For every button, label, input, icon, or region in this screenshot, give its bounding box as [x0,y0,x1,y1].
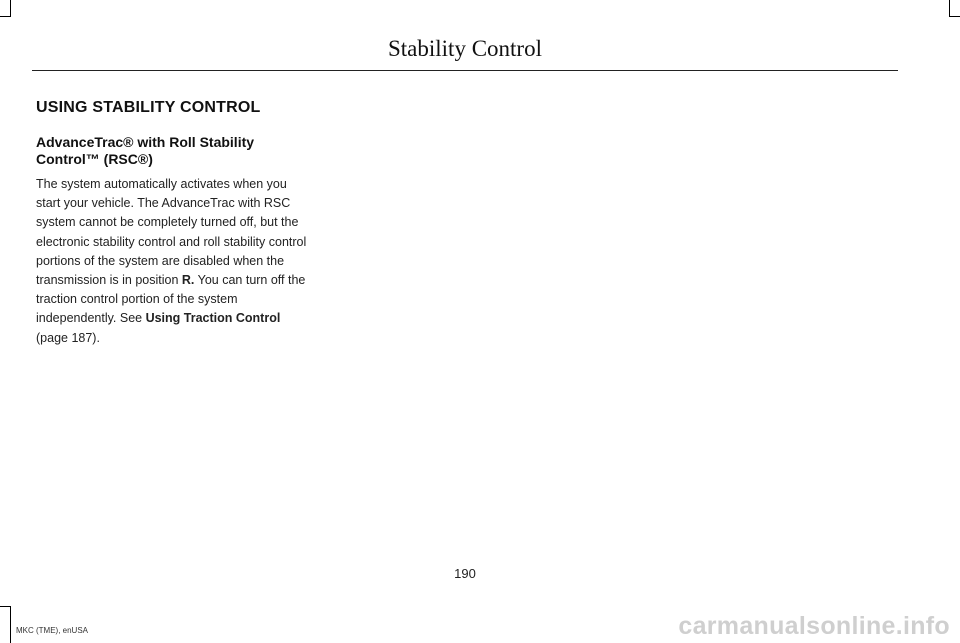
page-reference: (page 187). [36,330,100,345]
crop-mark-top-left-horizontal [0,16,11,17]
cross-reference-link[interactable]: Using Traction Control [145,311,281,326]
subsection-heading: AdvanceTrac® with Roll Stability Control™ (RSC®) [36,134,255,167]
body-text-part-1: The system automatically activates when you start your vehicle. The AdvanceTrac with RSC system cannot be completely turned off, but the electronic stability control and roll stability control portions of the system are disabled when the transmission is in position [36,177,307,288]
page-header-title: Stability Control [388,36,542,61]
crop-mark-top-right-horizontal [949,16,960,17]
watermark: carmanualsonline.info [678,612,950,640]
page-number: 190 [454,566,476,581]
header-divider [32,70,898,71]
transmission-position-label: R. [181,273,195,288]
crop-mark-bottom-left-vertical [10,606,11,643]
crop-mark-bottom-left-horizontal [0,606,11,607]
crop-mark-top-right-vertical [949,0,950,16]
section-heading: USING STABILITY CONTROL [36,99,261,116]
body-paragraph [36,175,308,348]
crop-mark-top-left-vertical [10,0,11,16]
body-text-part-2: You can turn off the traction control portion of the system independently. See [36,273,306,326]
footer-model-code: MKC (TME), enUSA [16,626,89,635]
